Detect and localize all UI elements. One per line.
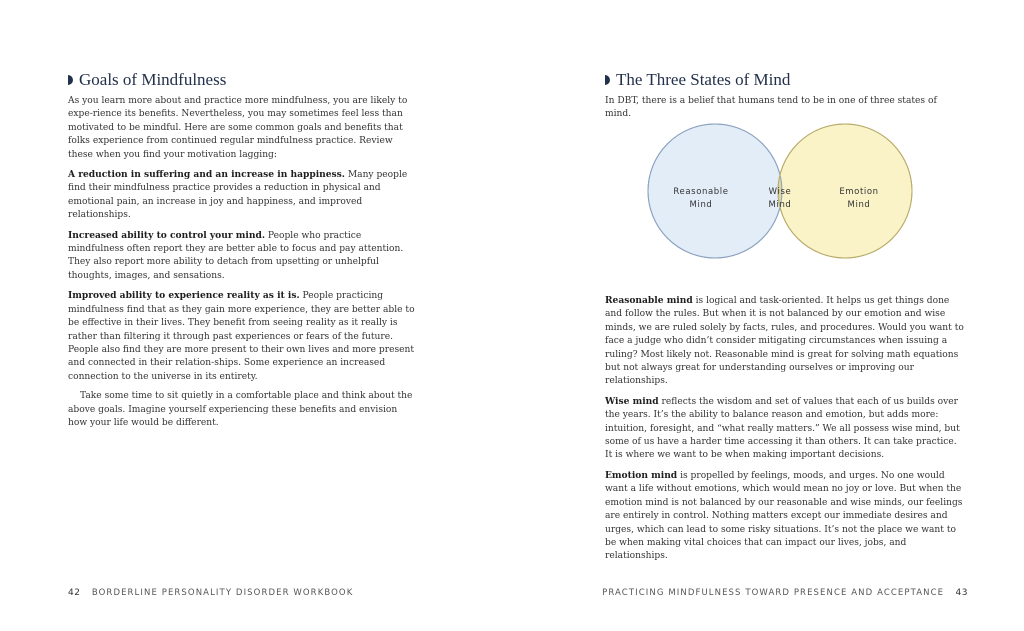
goal-text-1: Many people find their mindfulness practice provides a reduction in physical and emotional pain, an increase in joy and happiness, and improved relationships. xyxy=(68,170,408,221)
state-paragraph-emotion xyxy=(605,469,965,564)
goal-title-3: Improved ability to experience reality as it is. xyxy=(68,290,300,302)
right-footer xyxy=(602,588,968,598)
goal-text-3: People practicing mindfulness find that as they gain more experience, they are better able to be effective in their lives. They benefit from seeing reality as it really is rather than filtering it through past experiences or fears of the future. People also find they are more present to their own lives and more present and connected in their relation-ships. Some experience an increased connection to the universe in its entirety. xyxy=(68,291,415,382)
state-title-reasonable: Reasonable mind xyxy=(605,295,693,306)
page-number: 43 xyxy=(955,588,968,598)
goal-title-2: Increased ability to control your mind. xyxy=(68,229,266,241)
emotion-label-2: Mind xyxy=(847,200,871,210)
intro-paragraph: As you learn more about and practice more mindfulness, you are likely to expe-rience its benefits. Nevertheless, you may sometimes feel less than motivated to be mindful. Here are some common goals and benefits that folks experience from continued regular mindfulness practice. Review these when you find your motivation lagging: xyxy=(68,96,408,160)
right-page xyxy=(512,0,1024,631)
emotion-label-1: Emotion xyxy=(839,187,879,197)
right-body xyxy=(605,294,965,570)
heading-bullet-icon xyxy=(68,75,73,85)
state-text-wise: reflects the wisdom and set of values that each of us builds over the years. It’s the ability to balance reason and emotion, but adds more: intuition, foresight, and “what really matters.” We all possess wise mind, but some of us have a harder time accessing it than others. It can take practice. It is where we want to be when making important decisions. xyxy=(605,396,960,461)
reasonable-label-2: Mind xyxy=(689,200,713,210)
state-title-wise: Wise mind xyxy=(605,395,659,407)
state-paragraph-reasonable xyxy=(605,294,965,389)
goal-paragraph-2 xyxy=(68,229,418,284)
goal-paragraph-3 xyxy=(68,289,418,384)
heading-text: Goals of Mindfulness xyxy=(79,70,227,89)
heading-bullet-icon xyxy=(605,75,610,85)
goal-paragraph-1 xyxy=(68,168,418,223)
goal-title-1: A reduction in suffering and an increase in happiness. xyxy=(68,169,345,181)
left-footer xyxy=(68,588,353,598)
left-body xyxy=(68,95,418,436)
wise-label-2: Mind xyxy=(768,200,792,210)
closing-paragraph: Take some time to sit quietly in a comfortable place and think about the above goals. Imagine yourself experiencing these benefits and envision how your life would be different. xyxy=(68,391,413,428)
page-number: 42 xyxy=(68,588,81,598)
section-heading-states xyxy=(605,70,790,90)
running-title: BORDERLINE PERSONALITY DISORDER WORKBOOK xyxy=(91,588,354,598)
heading-text: The Three States of Mind xyxy=(616,70,791,89)
state-title-emotion: Emotion mind xyxy=(605,469,678,481)
state-text-reasonable: is logical and task-oriented. It helps us get things done and follow the rules. But when it is not balanced by our emotion and wise minds, we are ruled solely by facts, rules, and procedures. Would you want to face a judge who didn’t consider mitigating circumstances when issuing a ruling? Most likely not. Reasonable mind is great for solving math equations but not always great for understanding ourselves or improving our relationships. xyxy=(605,296,964,387)
wise-label-1: Wise xyxy=(768,187,792,197)
running-title: PRACTICING MINDFULNESS TOWARD PRESENCE AND ACCEPTANCE xyxy=(602,588,945,598)
three-minds-venn-diagram xyxy=(647,113,917,273)
reasonable-label-1: Reasonable xyxy=(673,187,729,197)
section-heading-goals xyxy=(68,70,226,90)
state-text-emotion: is propelled by feelings, moods, and urges. No one would want a life without emotions, which would mean no joy or love. But when the emotion mind is not balanced by our reasonable and wise minds, our feelings are entirely in control. Nothing matters except our immediate desires and urges, which can lead to some risky situations. It’s not the place we want to be when making vital choices that can impact our lives, jobs, and relationships. xyxy=(605,470,963,562)
intro-paragraph: In DBT, there is a belief that humans tend to be in one of three states of mind. xyxy=(605,96,937,120)
state-paragraph-wise xyxy=(605,395,965,463)
goal-text-2: People who practice mindfulness often report they are better able to focus and pay attention. They also report more ability to detach from upsetting or unhelpful thoughts, images, and sensations. xyxy=(68,230,404,281)
